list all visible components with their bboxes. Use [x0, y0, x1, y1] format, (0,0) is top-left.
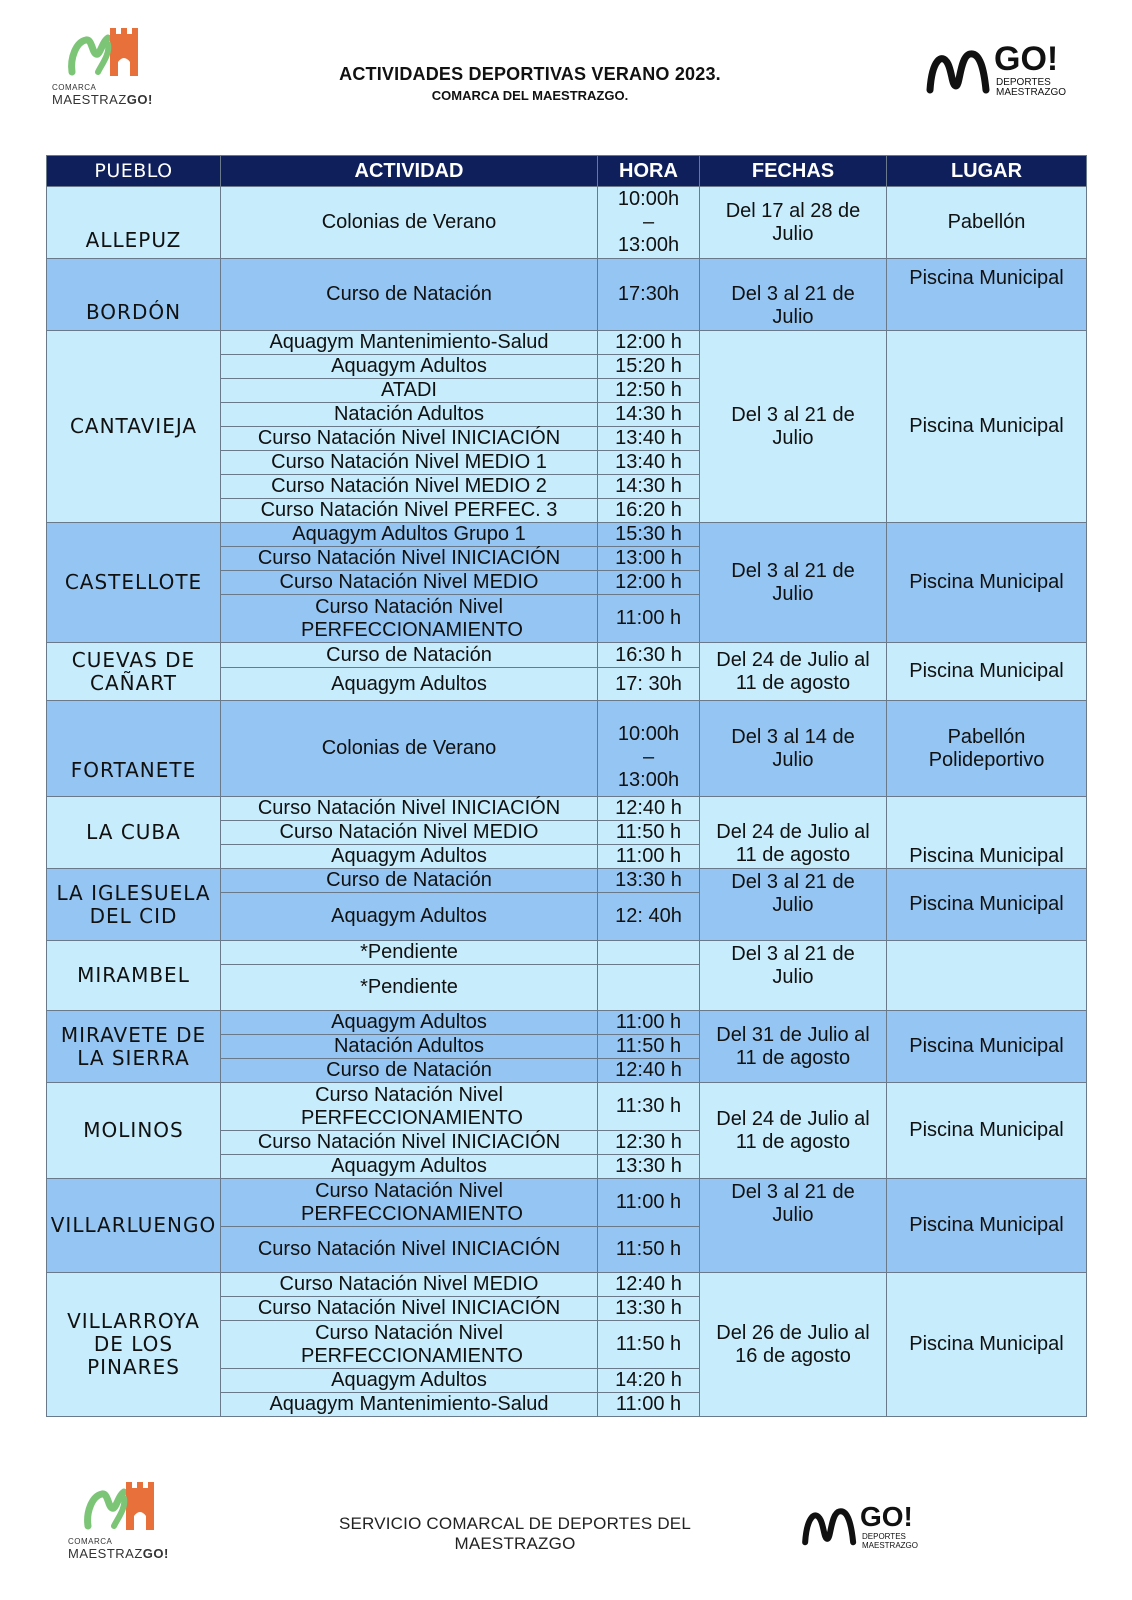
fechas-cell: Del 3 al 21 de Julio: [700, 331, 887, 523]
pueblo-cell: CANTAVIEJA: [47, 331, 221, 523]
pueblo-cell: ALLEPUZ: [47, 187, 221, 259]
hora-cell: 11:00 h: [598, 845, 700, 869]
hora-cell: 15:20 h: [598, 355, 700, 379]
page-header: [250, 64, 810, 103]
actividad-cell: Curso Natación Nivel PERFECCIONAMIENTO: [221, 595, 598, 643]
go-logo-m-graphic: [800, 1504, 860, 1548]
actividad-cell: Curso Natación Nivel INICIACIÓN: [221, 1297, 598, 1321]
col-header-lugar: LUGAR: [887, 156, 1087, 187]
pueblo-cell: [47, 643, 221, 701]
table-row: [47, 797, 1087, 821]
actividad-cell: ATADI: [221, 379, 598, 403]
hora-cell: 13:40 h: [598, 451, 700, 475]
actividad-cell: Aquagym Adultos: [221, 1155, 598, 1179]
table-row: [47, 187, 1087, 259]
hora-cell: 13:30 h: [598, 869, 700, 893]
pueblo-cell: MOLINOS: [47, 1083, 221, 1179]
lugar-cell: [887, 941, 1087, 1011]
actividad-cell: Aquagym Adultos: [221, 1011, 598, 1035]
lugar-line: Polideportivo: [928, 748, 1045, 771]
go-logo-line1: DEPORTES: [996, 77, 1051, 88]
comarca-logo-small-text: COMARCA: [68, 1537, 113, 1546]
actividad-cell: Aquagym Adultos Grupo 1: [221, 523, 598, 547]
hora-cell: 11:50 h: [598, 1035, 700, 1059]
hora-start: 10:00h: [617, 188, 680, 210]
actividad-cell: Curso de Natación: [221, 1059, 598, 1083]
table-row: [47, 941, 1087, 965]
hora-cell: 13:00 h: [598, 547, 700, 571]
pueblo-line: PINARES: [87, 1355, 180, 1379]
table-row: [47, 1179, 1087, 1227]
hora-cell: [598, 965, 700, 1011]
lugar-cell: Piscina Municipal: [887, 643, 1087, 701]
fechas-cell: Del 17 al 28 de Julio: [700, 187, 887, 259]
actividad-cell: Curso Natación Nivel PERFECCIONAMIENTO: [221, 1321, 598, 1369]
hora-end: 13:00h: [617, 234, 680, 256]
go-logo-text: GO!: [860, 1501, 913, 1532]
actividad-cell: Aquagym Adultos: [221, 668, 598, 701]
hora-cell: 17:30h: [598, 259, 700, 331]
table-header-row: [47, 156, 1087, 187]
go-logo-line2: MAESTRAZGO: [996, 87, 1067, 98]
table-row: [47, 1083, 1087, 1131]
hora-cell: 12:40 h: [598, 1273, 700, 1297]
table-row: [47, 1011, 1087, 1035]
col-header-pueblo: PUEBLO: [47, 156, 221, 187]
hora-cell: 13:30 h: [598, 1155, 700, 1179]
actividad-cell: Curso Natación Nivel MEDIO: [221, 571, 598, 595]
pueblo-cell: [47, 1011, 221, 1083]
page-subtitle: COMARCA DEL MAESTRAZGO.: [431, 88, 629, 103]
fechas-cell: Del 3 al 21 de Julio: [700, 1179, 887, 1273]
pueblo-cell: [47, 869, 221, 941]
actividad-cell: Curso Natación Nivel INICIACIÓN: [221, 547, 598, 571]
hora-cell: 11:00 h: [598, 1011, 700, 1035]
pueblo-cell: BORDÓN: [47, 259, 221, 331]
lugar-line: Pabellón: [947, 725, 1026, 748]
actividad-cell: Aquagym Adultos: [221, 355, 598, 379]
comarca-logo-bottom: [68, 1478, 178, 1562]
table-row: [47, 643, 1087, 668]
table-row: [47, 523, 1087, 547]
actividad-cell: Curso de Natación: [221, 869, 598, 893]
pueblo-cell: [47, 1273, 221, 1417]
fechas-cell: Del 26 de Julio al 16 de agosto: [700, 1273, 887, 1417]
page-title: ACTIVIDADES DEPORTIVAS VERANO 2023.: [339, 64, 721, 84]
lugar-cell: Piscina Municipal: [887, 259, 1087, 331]
lugar-cell: Piscina Municipal: [887, 331, 1087, 523]
pueblo-line: CUEVAS DE: [71, 647, 196, 672]
actividad-cell: *Pendiente: [221, 965, 598, 1011]
comarca-logo-name: [68, 1546, 178, 1561]
pueblo-line: LA SIERRA: [77, 1045, 190, 1070]
actividad-cell: Aquagym Adultos: [221, 1369, 598, 1393]
go-logo-line2: MAESTRAZGO: [862, 1541, 919, 1550]
fechas-cell: Del 31 de Julio al 11 de agosto: [700, 1011, 887, 1083]
fechas-cell: Del 24 de Julio al 11 de agosto: [700, 643, 887, 701]
table-row: [47, 701, 1087, 797]
lugar-cell: Piscina Municipal: [887, 1011, 1087, 1083]
hora-cell: 12:40 h: [598, 797, 700, 821]
lugar-cell: Piscina Municipal: [887, 523, 1087, 643]
actividad-cell: Colonias de Verano: [221, 701, 598, 797]
hora-separator: –: [642, 746, 655, 768]
comarca-logo-graphic: [52, 24, 162, 80]
go-logo-line1: DEPORTES: [862, 1532, 906, 1541]
hora-cell: 12:50 h: [598, 379, 700, 403]
lugar-cell: Piscina Municipal: [887, 1179, 1087, 1273]
hora-end: 13:00h: [617, 769, 680, 791]
comarca-logo-graphic: [68, 1478, 178, 1534]
pueblo-cell: FORTANETE: [47, 701, 221, 797]
actividad-cell: Curso Natación Nivel MEDIO 2: [221, 475, 598, 499]
lugar-cell: Piscina Municipal: [887, 1083, 1087, 1179]
hora-cell: 13:40 h: [598, 427, 700, 451]
hora-cell: [598, 187, 700, 259]
actividad-cell: Curso Natación Nivel PERFEC. 3: [221, 499, 598, 523]
hora-cell: 11:30 h: [598, 1083, 700, 1131]
actividad-cell: Aquagym Adultos: [221, 845, 598, 869]
hora-cell: 11:50 h: [598, 821, 700, 845]
comarca-logo-name-part1: MAESTRAZ: [52, 92, 127, 107]
actividad-cell: Curso de Natación: [221, 259, 598, 331]
actividad-cell: Aquagym Mantenimiento-Salud: [221, 331, 598, 355]
actividad-cell: Curso Natación Nivel MEDIO 1: [221, 451, 598, 475]
fechas-cell: Del 24 de Julio al 11 de agosto: [700, 797, 887, 869]
table-row: [47, 259, 1087, 331]
actividad-cell: Curso Natación Nivel MEDIO: [221, 1273, 598, 1297]
hora-cell: 12:00 h: [598, 331, 700, 355]
comarca-logo-name: [52, 92, 162, 107]
hora-cell: 12: 40h: [598, 893, 700, 941]
go-deportes-logo-top: [924, 42, 1074, 102]
pueblo-line: DE LOS: [93, 1332, 174, 1356]
actividad-cell: Natación Adultos: [221, 403, 598, 427]
pueblo-line: CAÑART: [90, 670, 177, 695]
table-row: [47, 869, 1087, 893]
schedule-table: [46, 155, 1087, 1417]
col-header-hora: HORA: [598, 156, 700, 187]
hora-cell: [598, 701, 700, 797]
actividad-cell: Aquagym Adultos: [221, 893, 598, 941]
fechas-cell: Del 3 al 21 de Julio: [700, 941, 887, 1011]
hora-cell: 16:30 h: [598, 643, 700, 668]
hora-cell: 15:30 h: [598, 523, 700, 547]
fechas-cell: Del 3 al 14 de Julio: [700, 701, 887, 797]
pueblo-cell: VILLARLUENGO: [47, 1179, 221, 1273]
hora-cell: 12:30 h: [598, 1131, 700, 1155]
actividad-cell: Curso Natación Nivel PERFECCIONAMIENTO: [221, 1179, 598, 1227]
lugar-cell: [887, 701, 1087, 797]
comarca-logo-small-text: COMARCA: [52, 83, 97, 92]
actividad-cell: Curso Natación Nivel INICIACIÓN: [221, 427, 598, 451]
pueblo-line: LA IGLESUELA: [56, 880, 211, 905]
col-header-actividad: ACTIVIDAD: [221, 156, 598, 187]
col-header-fechas: FECHAS: [700, 156, 887, 187]
hora-cell: 16:20 h: [598, 499, 700, 523]
hora-cell: 12:40 h: [598, 1059, 700, 1083]
actividad-cell: Curso Natación Nivel INICIACIÓN: [221, 1131, 598, 1155]
fechas-cell: Del 3 al 21 de Julio: [700, 869, 887, 941]
lugar-cell: Piscina Municipal: [887, 797, 1087, 869]
comarca-logo-top: [52, 24, 162, 107]
go-logo-m-graphic: [924, 46, 994, 96]
comarca-logo-name-part1: MAESTRAZ: [68, 1546, 143, 1561]
pueblo-line: DEL CID: [89, 903, 178, 928]
actividad-cell: Curso Natación Nivel INICIACIÓN: [221, 797, 598, 821]
actividad-cell: Curso Natación Nivel PERFECCIONAMIENTO: [221, 1083, 598, 1131]
actividad-cell: Aquagym Mantenimiento-Salud: [221, 1393, 598, 1417]
lugar-cell: Piscina Municipal: [887, 1273, 1087, 1417]
lugar-cell: Pabellón: [887, 187, 1087, 259]
actividad-cell: Curso Natación Nivel MEDIO: [221, 821, 598, 845]
hora-cell: 11:50 h: [598, 1227, 700, 1273]
hora-start: 10:00h: [617, 723, 680, 745]
hora-cell: 11:00 h: [598, 595, 700, 643]
pueblo-cell: CASTELLOTE: [47, 523, 221, 643]
hora-cell: [598, 941, 700, 965]
comarca-logo-name-part2: GO!: [142, 1546, 169, 1561]
actividad-cell: Curso de Natación: [221, 643, 598, 668]
hora-cell: 14:30 h: [598, 475, 700, 499]
pueblo-cell: MIRAMBEL: [47, 941, 221, 1011]
table-row: [47, 1273, 1087, 1297]
footer-service-text: SERVICIO COMARCAL DE DEPORTES DEL MAESTRAZGO: [338, 1514, 692, 1553]
actividad-cell: Colonias de Verano: [221, 187, 598, 259]
hora-cell: 11:50 h: [598, 1321, 700, 1369]
hora-cell: 14:30 h: [598, 403, 700, 427]
hora-cell: 11:00 h: [598, 1179, 700, 1227]
pueblo-line: MIRAVETE DE: [60, 1022, 207, 1047]
table-row: [47, 331, 1087, 355]
hora-cell: 14:20 h: [598, 1369, 700, 1393]
fechas-cell: Del 24 de Julio al 11 de agosto: [700, 1083, 887, 1179]
lugar-cell: Piscina Municipal: [887, 869, 1087, 941]
fechas-cell: Del 3 al 21 de Julio: [700, 259, 887, 331]
go-logo-text: GO!: [994, 40, 1059, 78]
hora-cell: 17: 30h: [598, 668, 700, 701]
hora-cell: 11:00 h: [598, 1393, 700, 1417]
comarca-logo-name-part2: GO!: [126, 92, 153, 107]
actividad-cell: Curso Natación Nivel INICIACIÓN: [221, 1227, 598, 1273]
actividad-cell: *Pendiente: [221, 941, 598, 965]
fechas-cell: Del 3 al 21 de Julio: [700, 523, 887, 643]
pueblo-line: VILLARROYA: [67, 1309, 200, 1333]
actividad-cell: Natación Adultos: [221, 1035, 598, 1059]
go-deportes-logo-bottom: [800, 1500, 930, 1556]
pueblo-cell: LA CUBA: [47, 797, 221, 869]
hora-separator: –: [642, 211, 655, 233]
hora-cell: 13:30 h: [598, 1297, 700, 1321]
hora-cell: 12:00 h: [598, 571, 700, 595]
